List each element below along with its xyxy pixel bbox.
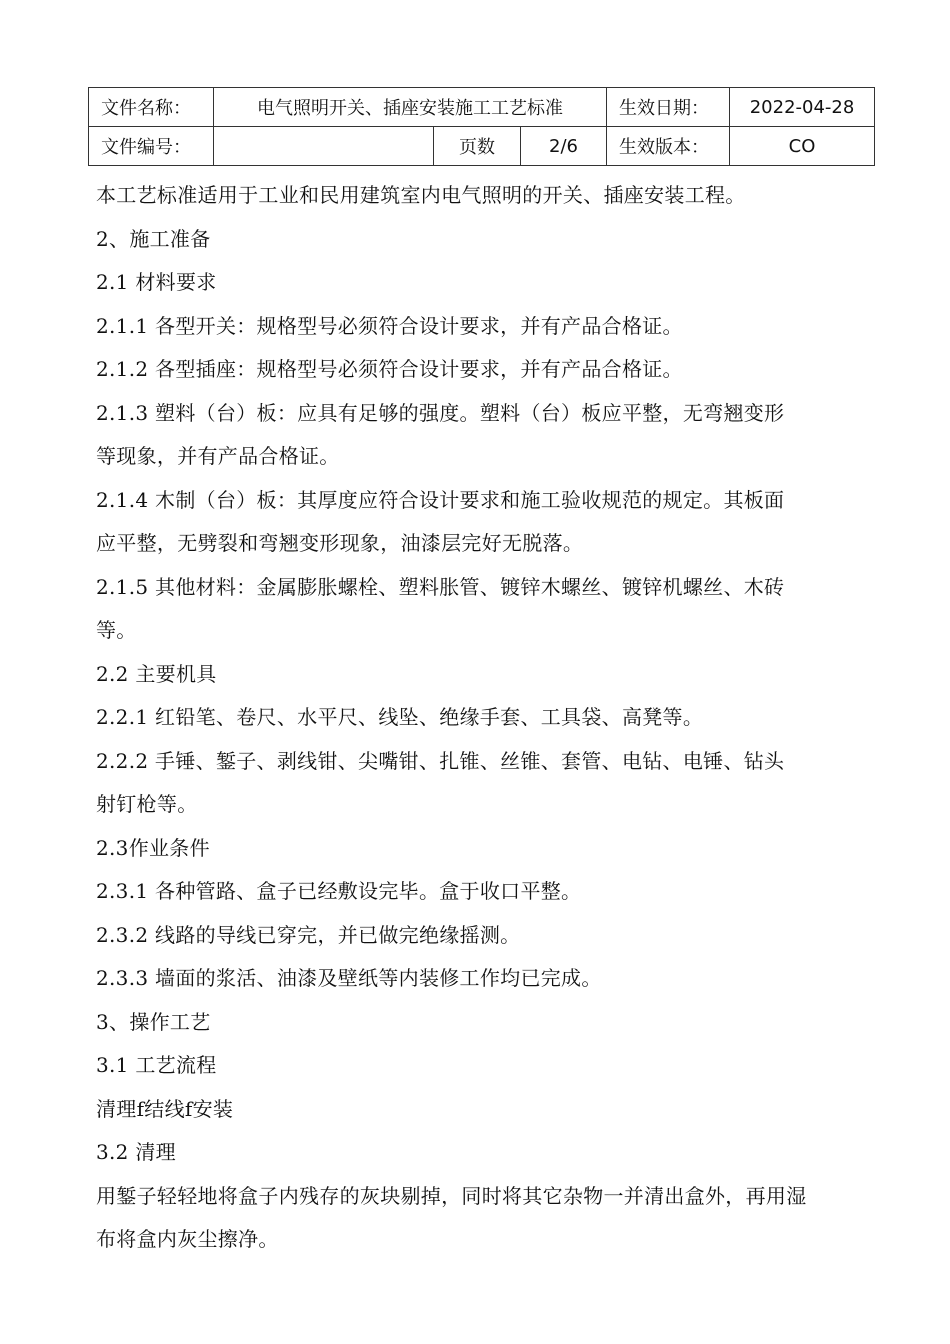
text-line: 射钉枪等。	[96, 792, 198, 816]
text-line: 2.1 材料要求	[96, 270, 217, 294]
text-line: 2.3.2 线路的导线已穿完，并已做完绝缘摇测。	[96, 922, 521, 947]
file-number-value	[214, 127, 434, 166]
document-body	[96, 174, 886, 1262]
effective-date-label: 生效日期：	[607, 88, 730, 127]
text-line: 2.1.2 各型插座：规格型号必须符合设计要求，并有产品合格证。	[96, 357, 683, 381]
document-header-table	[88, 87, 875, 166]
text-line: 等。	[96, 618, 137, 642]
text-line: 2.3.1 各种管路、盒子已经敷设完毕。盒于收口平整。	[96, 879, 582, 903]
text-line: 2.1.1 各型开关：规格型号必须符合设计要求，并有产品合格证。	[96, 313, 683, 338]
text-line: 2.3.3 墙面的浆活、油漆及壁纸等内装修工作均已完成。	[96, 966, 602, 990]
text-line: 布将盒内灰尘擦净。	[96, 1227, 279, 1251]
file-name-value: 电气照明开关、插座安装施工工艺标准	[214, 88, 607, 127]
text-line: 本工艺标准适用于工业和民用建筑室内电气照明的开关、插座安装工程。	[96, 183, 746, 207]
header-row-1	[89, 88, 875, 127]
text-line: 用錾子轻轻地将盒子内残存的灰块剔掉，同时将其它杂物一并清出盒外，再用湿	[96, 1183, 807, 1208]
text-line: 2.3作业条件	[96, 835, 210, 860]
text-line: 等现象，并有产品合格证。	[96, 444, 340, 468]
text-line: 2.1.4 木制（台）板：其厚度应符合设计要求和施工验收规范的规定。其板面	[96, 487, 785, 512]
text-line: 2.2 主要机具	[96, 661, 217, 686]
effective-date-value: 2022-04-28	[730, 88, 875, 127]
header-row-2	[89, 127, 875, 166]
text-line: 3、操作工艺	[96, 1009, 211, 1034]
file-number-label: 文件编号：	[89, 127, 214, 166]
text-line: 3.1 工艺流程	[96, 1053, 217, 1077]
text-line: 2.1.5 其他材料：金属膨胀螺栓、塑料胀管、镀锌木螺丝、镀锌机螺丝、木砖	[96, 574, 785, 599]
text-line: 3.2 清理	[96, 1140, 176, 1164]
text-line: 2.1.3 塑料（台）板：应具有足够的强度。塑料（台）板应平整，无弯翘变形	[96, 400, 785, 425]
text-line: 2.2.2 手锤、錾子、剥线钳、尖嘴钳、扎锥、丝锥、套管、电钻、电锤、钻头	[96, 748, 785, 773]
pages-label: 页数	[434, 127, 521, 166]
text-line: 2、施工准备	[96, 226, 211, 251]
version-label: 生效版本：	[607, 127, 730, 166]
text-line: 清理f结线f安装	[96, 1096, 234, 1121]
pages-value: 2/6	[521, 127, 607, 166]
file-name-label: 文件名称：	[89, 88, 214, 127]
version-value: CO	[730, 127, 875, 166]
text-line: 应平整，无劈裂和弯翘变形现象，油漆层完好无脱落。	[96, 531, 584, 555]
text-line: 2.2.1 红铅笔、卷尺、水平尺、线坠、绝缘手套、工具袋、高凳等。	[96, 705, 704, 729]
